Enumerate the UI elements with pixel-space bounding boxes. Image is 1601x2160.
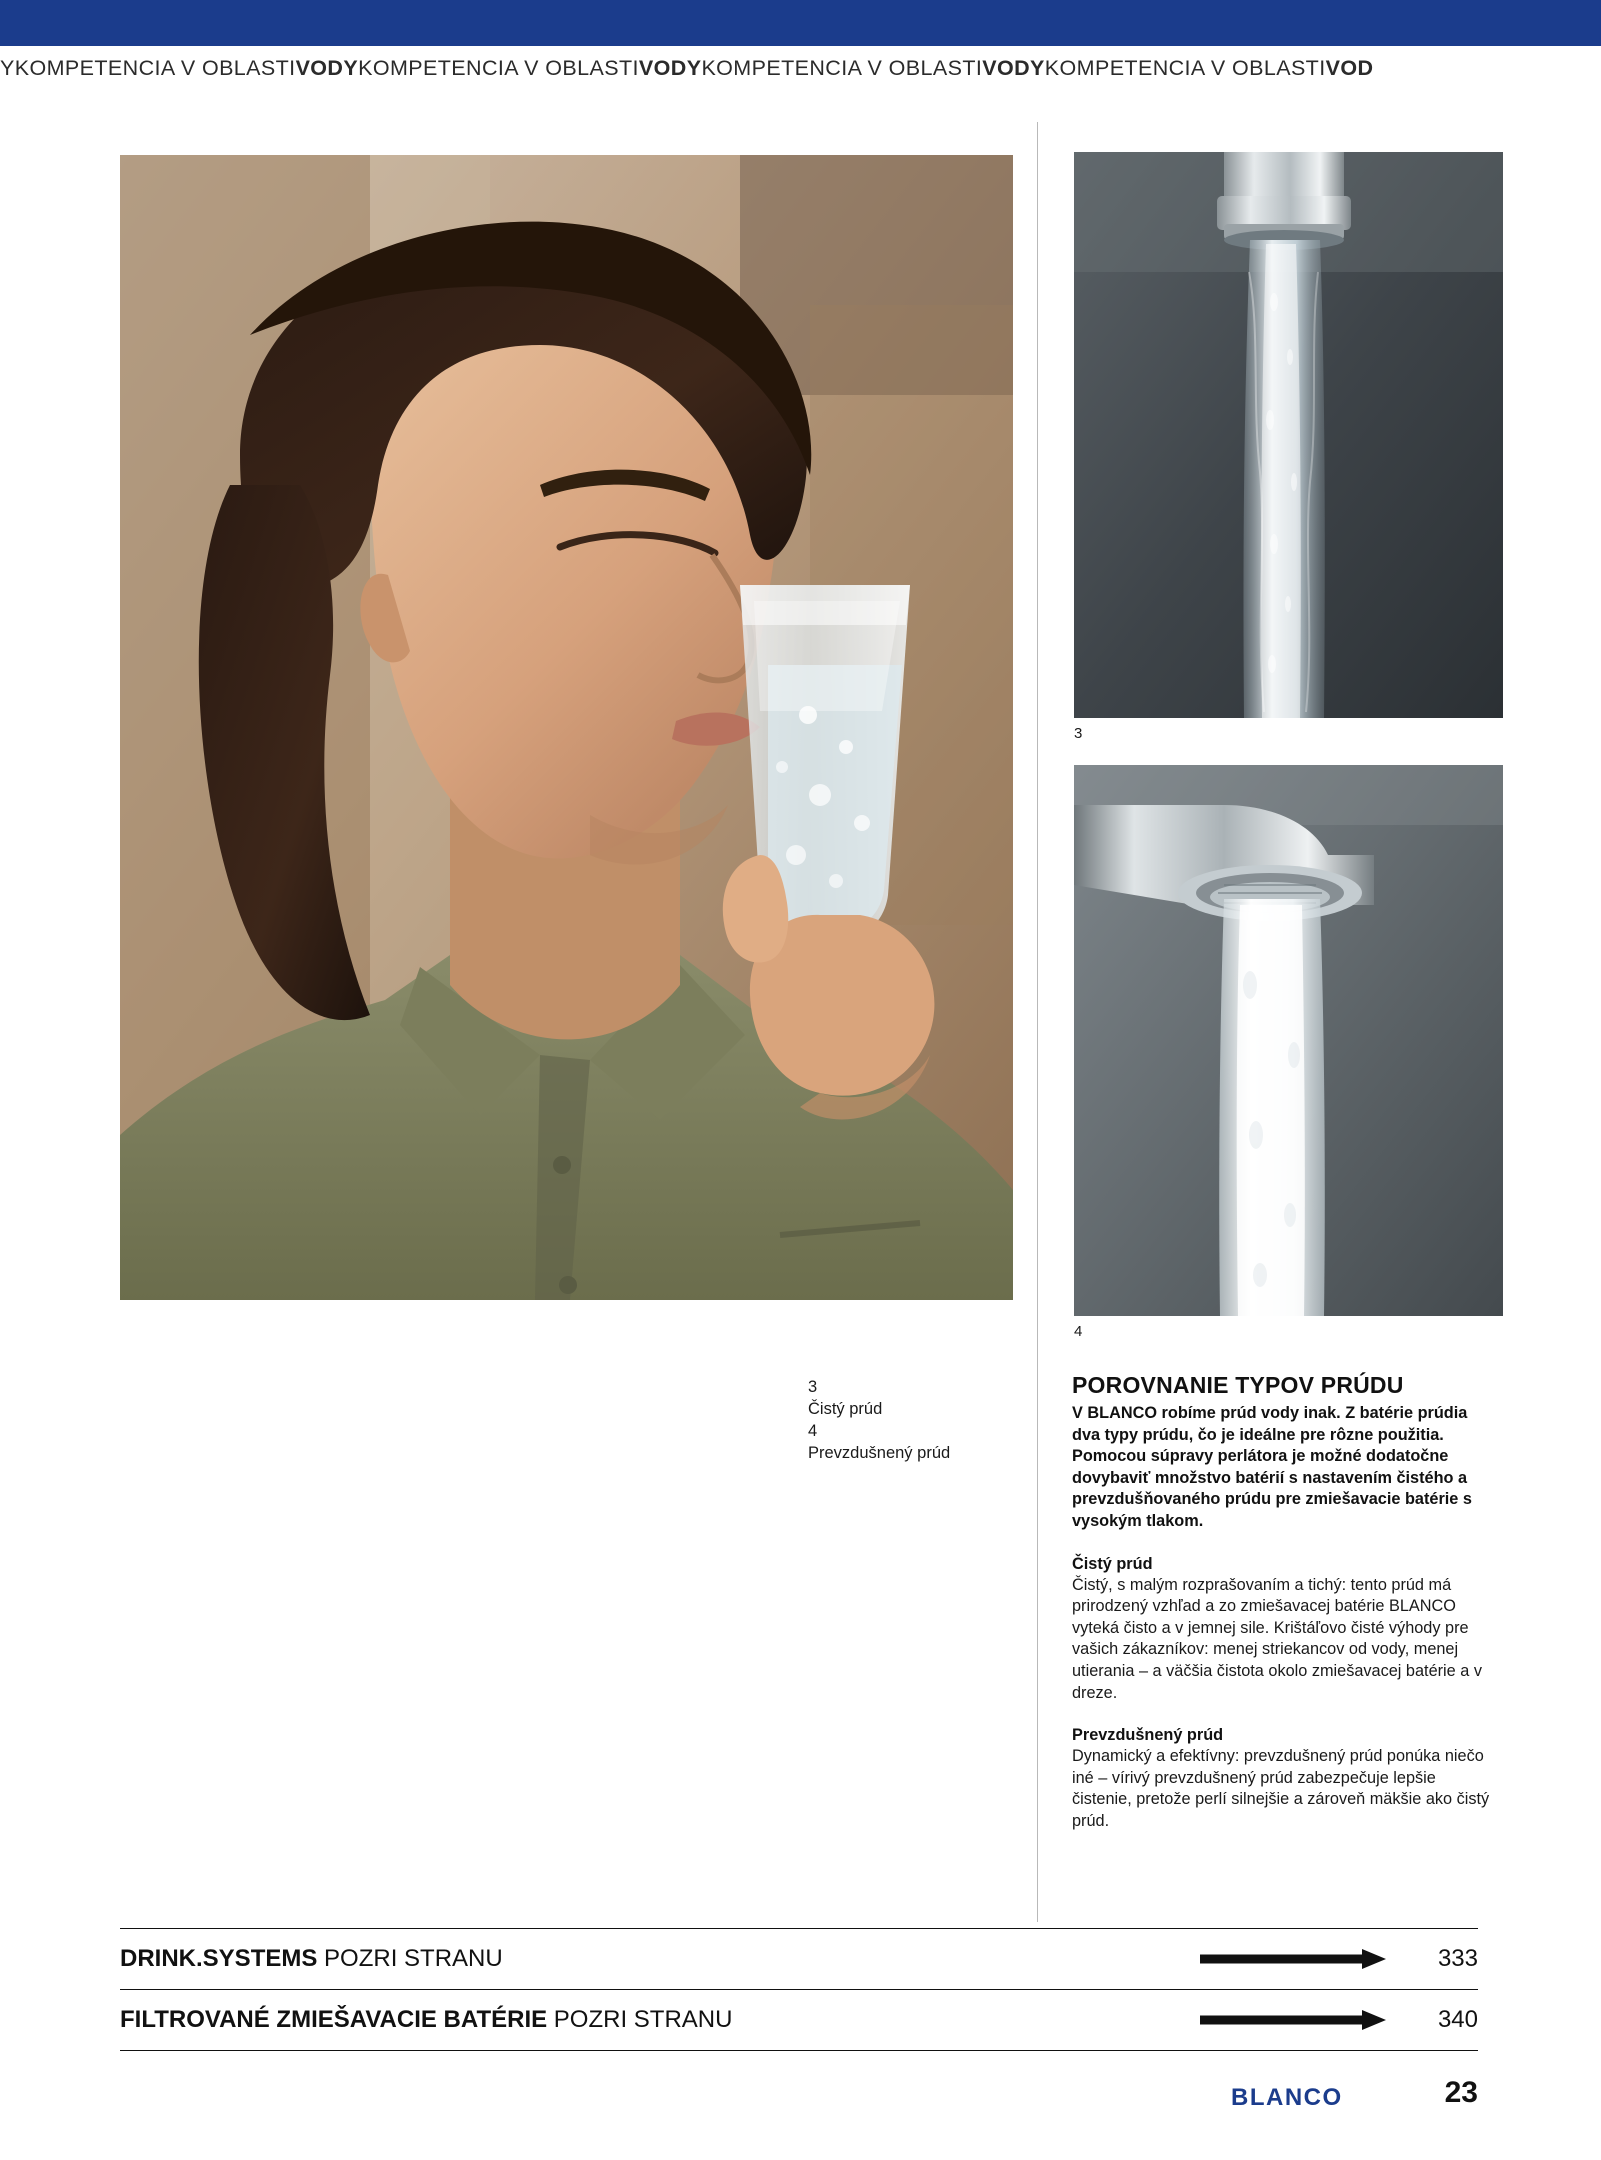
column-divider [1037, 122, 1038, 1922]
article-lead: V BLANCO robíme prúd vody inak. Z batérie prúdia dva typy prúdu, čo je ideálne pre rôzne použitia. Pomocou súpravy perlátora je možné dodatočne dovybaviť množstvo batérií s nastavením čistého a prevzdušňovaného prúdu pre zmiešavacie batérie s vysokým tlakom. [1072, 1404, 1472, 1530]
running-header-segment-5: KOMPETENCIA V OBLASTI [701, 55, 983, 80]
running-header-segment-4: VODY [638, 55, 702, 80]
figure-3-clear-stream-photo [1074, 152, 1503, 718]
reference-page-filtered-taps: 340 [1437, 2005, 1478, 2033]
hero-photo-woman-drinking-water [120, 155, 1013, 1300]
legend-line-0: 3 [808, 1378, 818, 1396]
figure-legend [808, 1376, 950, 1464]
running-header-segment-3: KOMPETENCIA V OBLASTI [358, 55, 639, 80]
running-header-segment-0: Y [0, 55, 15, 80]
reference-label-drink-systems [120, 1945, 503, 1973]
reference-label-rest-0: POZRI STRANU [317, 1944, 503, 1972]
running-header-segment-7: KOMPETENCIA V OBLASTI [1044, 55, 1326, 80]
reference-label-bold-1: FILTROVANÉ ZMIEŠAVACIE BATÉRIE [120, 2005, 548, 2033]
running-header-segment-6: VODY [982, 55, 1045, 80]
running-header-segment-2: VODY [295, 55, 359, 80]
running-header-segment-1: KOMPETENCIA V OBLASTI [14, 55, 296, 80]
reference-page-drink-systems: 333 [1437, 1944, 1478, 1972]
blanco-logo [1231, 2082, 1391, 2112]
reference-rule-bottom [120, 2050, 1478, 2051]
reference-label-bold-0: DRINK.SYSTEMS [120, 1944, 318, 1972]
section-body-clear-stream: Čistý, s malým rozprašovaním a tichý: tento prúd má prirodzený vzhľad a zo zmiešavacej batérie BLANCO vyteká čisto a v jemnej sile. Krištáľovo čisté výhody pre vašich zákazníkov: menej striekancov od vody, menej utierania – a väčšia čistota okolo zmiešavacej batérie a v dreze. [1072, 1575, 1482, 1702]
svg-text:BLANCO: BLANCO [1231, 2084, 1343, 2111]
top-blue-bar [0, 0, 1601, 46]
article-title: POROVNANIE TYPOV PRÚDU [1072, 1372, 1404, 1398]
figure-3-caption: 3 [1074, 725, 1083, 742]
arrow-right-icon [1200, 1947, 1400, 1971]
legend-line-3: Prevzdušnený prúd [808, 1444, 951, 1462]
legend-line-2: 4 [808, 1422, 818, 1440]
reference-label-rest-1: POZRI STRANU [547, 2005, 733, 2033]
page-number: 23 [1444, 2076, 1478, 2109]
reference-row-filtered-taps[interactable] [120, 1989, 1478, 2050]
reference-label-filtered-taps [120, 2006, 732, 2034]
figure-4-caption: 4 [1074, 1323, 1083, 1340]
running-header-segment-8: VOD [1325, 55, 1374, 80]
section-heading-clear-stream: Čistý prúd [1072, 1554, 1153, 1573]
figure-4-aerated-stream-photo [1074, 765, 1503, 1316]
running-header [0, 46, 1601, 90]
article-text-column [1072, 1372, 1490, 1833]
section-body-aerated-stream: Dynamický a efektívny: prevzdušnený prúd ponúka niečo iné – vírivý prevzdušnený prúd zabezpečuje lepšie čistenie, pretože perlí silnejšie a zároveň mäkšie ako čistý prúd. [1072, 1747, 1490, 1830]
legend-line-1: Čistý prúd [808, 1400, 883, 1418]
section-heading-aerated-stream: Prevzdušnený prúd [1072, 1726, 1224, 1745]
arrow-right-icon [1200, 2008, 1400, 2032]
reference-row-drink-systems[interactable] [120, 1928, 1478, 1989]
